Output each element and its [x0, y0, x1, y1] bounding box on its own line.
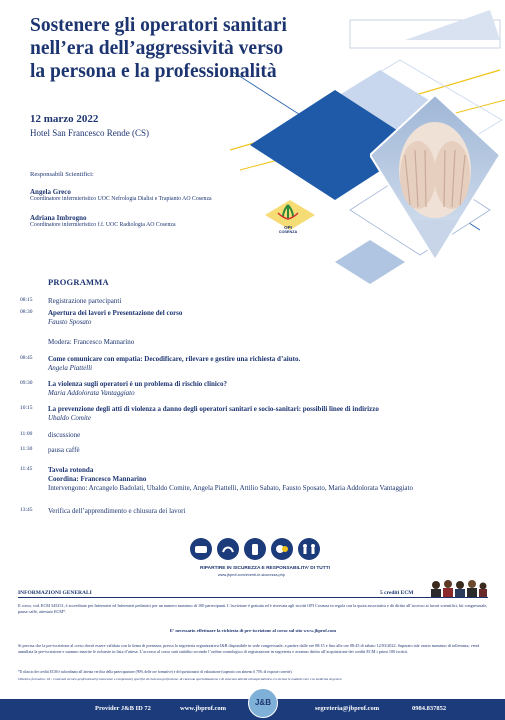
programma-title: PROGRAMMA — [48, 277, 109, 287]
footer-site[interactable]: www.jbprof.com — [180, 705, 227, 712]
title-line: nell’era dell’aggressività verso — [30, 38, 284, 59]
opi-logo — [275, 203, 301, 235]
program-panelists: Intervengono: Arcangelo Badolati, Ubaldo Comite, Angela Piattelli, Attilio Sabato, Fausto Sposato, Maria Addolorata Vantaggiato — [48, 484, 413, 492]
responsabile-name: Adriana Imbrogno — [30, 214, 87, 222]
ecm-credits: 5 crediti ECM — [380, 590, 414, 596]
general-info-title: INFORMAZIONI GENERALI — [18, 590, 92, 596]
program-moderator: Modera: Francesco Mannarino — [48, 338, 135, 346]
safety-badges — [190, 538, 320, 564]
general-para-1: Il corso, cod. ECM 345231, è accreditato per Infermieri ed Infermieri pediatrici per un numero massimo di 100 partecipanti. L’iscrizione è gratuita ed è riservata agli iscritti OPI Cosenza in regola con la quota associativa e dà diritto all’accesso ai lavori scientifici, kit congressuale, pausa caffè, attestato ECM*. — [18, 603, 488, 614]
mask-icon — [190, 538, 212, 560]
event-title — [30, 14, 360, 83]
handwash-icon — [217, 538, 239, 560]
program-speaker: Fausto Sposato — [48, 318, 92, 326]
footer-email[interactable]: segreteria@jbprof.com — [315, 705, 380, 712]
footer-provider: Provider J&B ID 72 — [95, 705, 151, 712]
program-item: Verifica dell’apprendimento e chiusura dei lavori — [48, 507, 186, 515]
program-speaker: Angela Piattelli — [48, 364, 93, 372]
sanitize-icon — [244, 538, 266, 560]
program-item: Tavola rotonda — [48, 466, 94, 474]
title-line: la persona e la professionalità — [30, 61, 277, 82]
program-time: 08:30 — [20, 309, 33, 315]
event-venue: Hotel San Francesco Rende (CS) — [30, 128, 149, 138]
divider — [18, 597, 488, 598]
responsabile-1 — [30, 188, 212, 202]
ecm-note: *Il rilascio dei crediti ECM è subordinato all’attenta verifica della partecipazione (90% delle ore formative) e del questionario di valutazione (superato con almeno il 75% di risposte corrette). — [18, 670, 293, 674]
program-speaker: Maria Addolorata Vantaggiato — [48, 389, 135, 397]
program-time: 09:30 — [20, 380, 33, 386]
general-para-2: Si precisa che la pre-iscrizione al corso dovrà essere validata con la firma di presenza, presso la segreteria organizzativa J&B disponibile in sede congressuale, a partire dalle ore 08:15 e fino alle ore 08:45 di sabato 12/03/2022. Superato tale orario massimo di tolleranza, verrà annullata la pre-iscrizione e saranno inserite le richieste in lista d’attesa. L’accesso al corso sarà stabilito secondo l’ordine cronologico di registrazione in segreteria e avranno diritto all’acquisizione dei crediti ECM i primi 100 iscritti. — [18, 643, 480, 654]
program-item: discussione — [48, 431, 81, 439]
program-item: Come comunicare con empatia: Decodificare, rilevare e gestire una richiesta d’aiuto. — [48, 355, 301, 363]
program-coordinator: Coordina: Francesco Mannarino — [48, 475, 147, 483]
jb-logo — [248, 688, 278, 718]
footer-phone: 0984.837852 — [412, 705, 447, 712]
responsabile-role: Coordinatore infermieristico f.f. UOC Radiologia AO Cosenza — [30, 222, 176, 228]
program-speaker: Ubaldo Comite — [48, 414, 91, 422]
program-item: La prevenzione degli atti di violenza a danno degli operatori sanitari e socio-sanitari: possibili linee di indirizzo — [48, 405, 379, 413]
audience-icon — [428, 578, 488, 598]
campaign-url[interactable]: www.jbprof.com/eventi-in-sicurezza.php — [218, 573, 285, 577]
hands-icon — [271, 538, 293, 560]
program-time: 11:00 — [20, 431, 33, 437]
responsabili-label: Responsabili Scientifici: — [30, 171, 94, 178]
program-time: 08:45 — [20, 355, 33, 361]
program-item: Apertura dei lavori e Presentazione del corso — [48, 309, 183, 317]
jb-logo-text: J&B — [254, 698, 271, 707]
program-time: 11:45 — [20, 466, 33, 472]
campaign-caption: RIPARTIRE IN SICUREZZA E RESPONSABILITA’ DI TUTTI — [200, 566, 330, 571]
program-time: 13:45 — [20, 507, 33, 513]
preregistration-notice: E’ necessario effettuare la richiesta di pre-iscrizione al corso sul sito www.jbprof.com — [169, 628, 337, 633]
opi-logo-icon — [275, 203, 301, 221]
program-time: 08:15 — [20, 297, 33, 303]
program-item: pausa caffè — [48, 446, 80, 454]
responsabile-name: Angela Greco — [30, 188, 71, 196]
responsabile-role: Coordinatore infermieristico UOC Nefrologia Dialisi e Trapianto AO Cosenza — [30, 196, 212, 202]
hands-photo — [370, 95, 500, 265]
program-item: Registrazione partecipanti — [48, 297, 122, 305]
opi-logo-line1: OPI — [284, 225, 292, 230]
objective-note: Obiettivo formativo: 18 - Contenuti tecnico-professionali (conoscenze e competenze) specifici di ciascuna professione, di ciascuna specializzazione e di ciascuna attività ultraspecialistica, ivi incluse le malattie rare e la medicina di genere. — [18, 677, 343, 681]
distance-icon — [298, 538, 320, 560]
responsabile-2 — [30, 214, 176, 228]
program-time: 11:30 — [20, 446, 33, 452]
program-item: La violenza sugli operatori è un problema di rischio clinico? — [48, 380, 227, 388]
event-date: 12 marzo 2022 — [30, 113, 99, 125]
program-time: 10:15 — [20, 405, 33, 411]
opi-logo-line2: COSENZA — [278, 230, 298, 234]
title-line: Sostenere gli operatori sanitari — [30, 15, 287, 36]
